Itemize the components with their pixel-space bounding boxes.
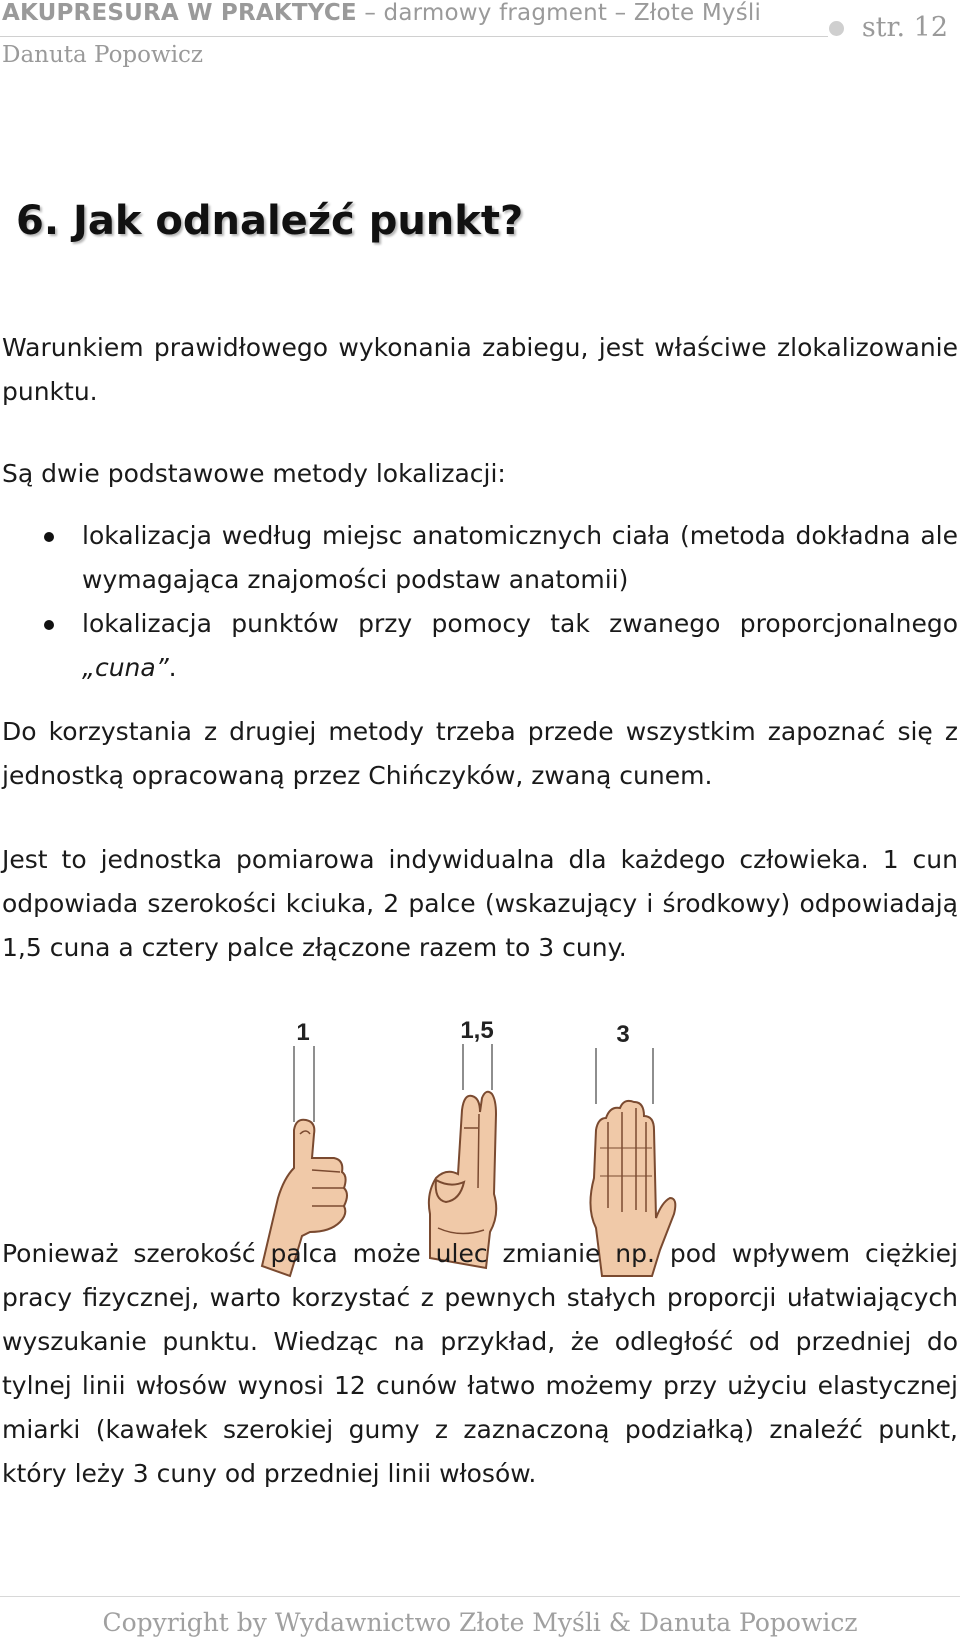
book-title-sub: – darmowy fragment – Złote Myśli [356,0,762,26]
list-item-text: lokalizacja punktów przy pomocy tak zwanego proporcjonalnego [82,609,958,638]
header-divider [0,36,828,37]
list-item [2,602,958,690]
paragraph-intro: Warunkiem prawidłowego wykonania zabiegu, jest właściwe zlokalizowanie punktu. [2,333,958,406]
methods-list [2,514,958,690]
label-1-5-cun: 1,5 [460,1018,494,1044]
paragraph-methods-intro: Są dwie podstawowe metody lokalizacji: [2,459,506,488]
section-title: 6. Jak odnaleźć punkt? [16,198,524,244]
page-number-text: str. 12 [861,12,948,43]
label-3-cun: 3 [616,1021,630,1048]
header-author: Danuta Popowicz [2,42,204,68]
footer-divider [0,1596,960,1597]
bullet-icon [44,532,54,542]
paragraph-cun-definition: Jest to jednostka pomiarowa indywidualna dla każdego człowieka. 1 cun odpowiada szerokości kciuka, 2 palce (wskazujący i środkowy) odpowiadają 1,5 cuna a cztery palce złączone razem to 3 cuny. [2,845,958,962]
label-1-cun: 1 [296,1019,310,1046]
list-item-suffix: . [168,653,177,682]
book-title-main: AKUPRESURA W PRAKTYCE [2,0,357,26]
paragraph-cun-unit: Do korzystania z drugiej metody trzeba przede wszystkim zapoznać się z jednostką opracowaną przez Chińczyków, zwaną cunem. [2,717,958,790]
footer-copyright: Copyright by Wydawnictwo Złote Myśli & Danuta Popowicz [102,1608,858,1637]
page-number [829,12,948,43]
list-item [2,514,958,602]
cun-term: „cuna” [82,653,169,682]
book-title [2,0,761,26]
paragraph-proportions: Ponieważ szerokość palca może ulec zmianie np. pod wpływem ciężkiej pracy fizycznej, warto korzystać z pewnych stałych proporcji ułatwiających wyszukanie punktu. Wiedząc na przykład, że odległość od przedniej do tylnej linii włosów wynosi 12 cunów łatwo możemy przy użyciu elastycznej miarki (kawałek szerokiej gumy z zaznaczoną podziałką) znaleźć punkt, który leży 3 cuny od przedniej linii włosów. [2,1239,958,1488]
page-header [0,0,960,80]
bullet-icon [44,620,54,630]
bullet-dot-icon [829,21,844,36]
list-item-text: lokalizacja według miejsc anatomicznych ciała (metoda dokładna ale wymagająca znajomości podstaw anatomii) [82,521,958,594]
